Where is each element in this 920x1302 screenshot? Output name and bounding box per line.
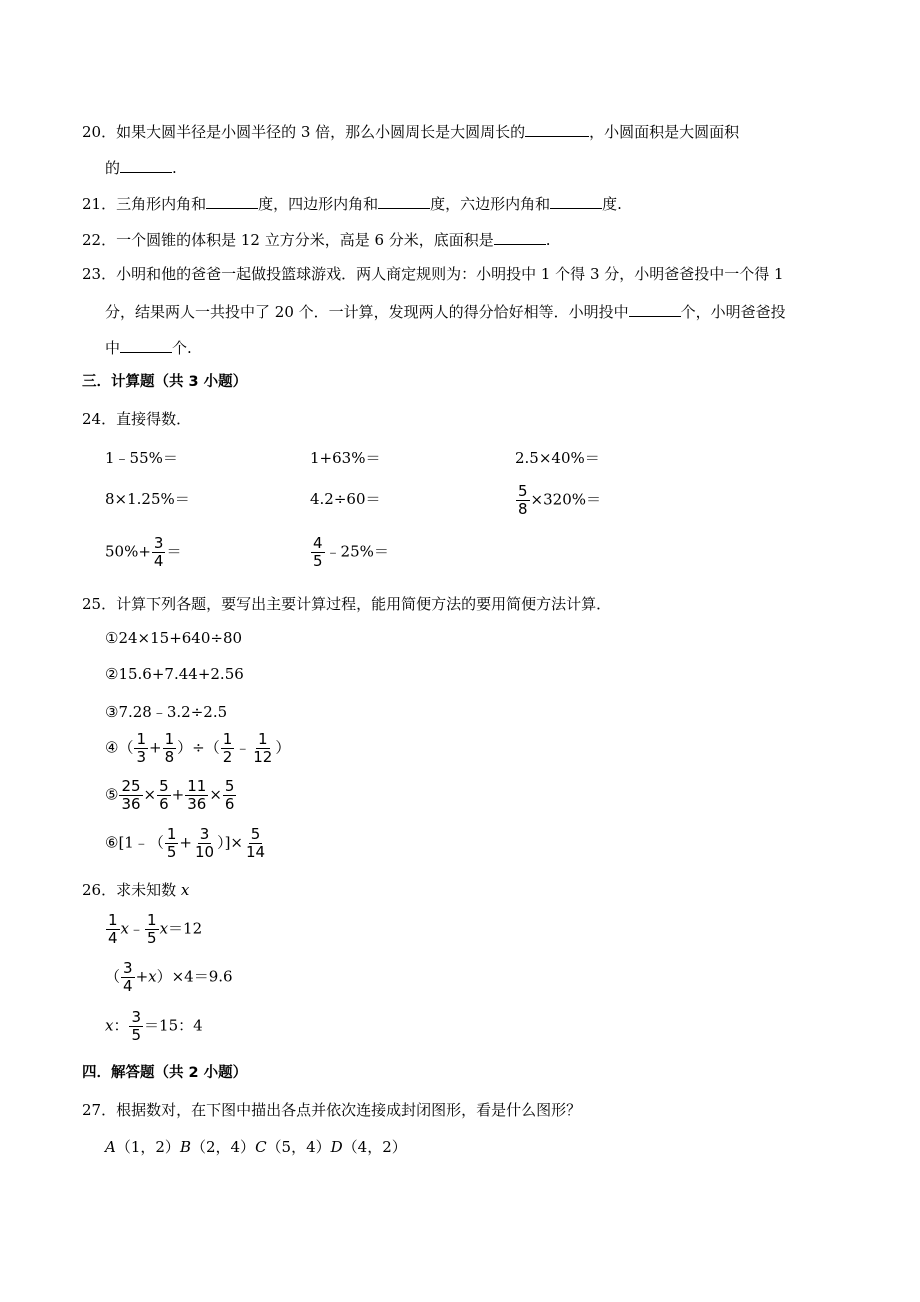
fraction: $\frac{11}{36}$ bbox=[187, 777, 207, 813]
q24-title: 24．直接得数． bbox=[82, 410, 192, 428]
q27-points: A（1，2）B（2，4）C（5，4）D（4，2） bbox=[105, 1138, 407, 1156]
q20-line2 bbox=[105, 156, 177, 178]
q24-expr-7: 50%+ $\frac{3}{4}$ ＝ bbox=[105, 534, 182, 570]
q24-expr-8: $\frac{4}{5}$ ﹣25%＝ bbox=[313, 534, 389, 570]
q24-expr-1: 1﹣55%＝ bbox=[105, 449, 178, 467]
section-3-heading: 三．计算题（共 3 小题） bbox=[82, 374, 248, 390]
fraction: $\frac{25}{36}$ bbox=[121, 777, 141, 813]
fraction: $\frac{3}{10}$ bbox=[194, 825, 215, 861]
q21-blank-1[interactable] bbox=[206, 192, 258, 209]
q23-line3 bbox=[105, 336, 192, 358]
q25-problem-4: ④（ $\frac{1}{3}$ + $\frac{1}{8}$ ）÷（ $\frac{1}{2}$ ﹣ $\frac{1}{12}$ ） bbox=[105, 730, 291, 766]
fraction: $\frac{1}{8}$ bbox=[164, 730, 175, 766]
fraction: $\frac{5}{8}$ bbox=[518, 482, 528, 518]
fraction: $\frac{5}{6}$ bbox=[159, 777, 169, 813]
q23-text-2a: 分，结果两人一共投中了 20 个．一计算，发现两人的得分恰好相等．小明投中 bbox=[105, 303, 629, 321]
q26-equation-1: $\frac{1}{4}$ x﹣ $\frac{1}{5}$ x＝12 bbox=[108, 911, 203, 947]
fraction: $\frac{1}{3}$ bbox=[136, 730, 146, 766]
q23-text-1: 23．小明和他的爸爸一起做投篮球游戏．两人商定规则为：小明投中 1 个得 3 分，小明爸爸投中一个得 1 bbox=[82, 265, 784, 283]
q26-equation-3: x： $\frac{3}{5}$ ＝15：4 bbox=[105, 1008, 203, 1044]
q21-text-d: 度. bbox=[602, 195, 622, 213]
q22-blank[interactable] bbox=[494, 228, 546, 245]
q20-line1 bbox=[82, 120, 739, 142]
q21-text-c: 度，六边形内角和 bbox=[430, 195, 551, 213]
q24-expr-5: 4.2÷60＝ bbox=[310, 490, 381, 508]
q22-text-a: 22．一个圆锥的体积是 12 立方分米，高是 6 分米，底面积是 bbox=[82, 231, 494, 249]
section-4-heading: 四．解答题（共 2 小题） bbox=[82, 1065, 248, 1081]
q25-problem-2: ②15.6+7.44+2.56 bbox=[105, 665, 244, 683]
q26-title: 26．求未知数 x bbox=[82, 881, 190, 899]
q26-equation-2: （ $\frac{3}{4}$ +x）×4＝9.6 bbox=[105, 959, 233, 995]
q21-text-a: 21．三角形内角和 bbox=[82, 195, 207, 213]
fraction: $\frac{1}{4}$ bbox=[108, 911, 118, 947]
fraction: $\frac{1}{5}$ bbox=[147, 911, 157, 947]
q21-blank-3[interactable] bbox=[550, 192, 602, 209]
q25-problem-1: ①24×15+640÷80 bbox=[105, 629, 243, 647]
q22-text-b: . bbox=[545, 231, 551, 249]
q20-text-d: . bbox=[172, 159, 177, 177]
q23-line2 bbox=[105, 300, 786, 322]
fraction: $\frac{1}{2}$ bbox=[222, 730, 233, 766]
q23-line1 bbox=[82, 264, 784, 284]
q23-text-3a: 中 bbox=[105, 339, 121, 357]
q24-expr-6: $\frac{5}{8}$ ×320%＝ bbox=[518, 482, 601, 518]
q25-title: 25．计算下列各题，要写出主要计算过程，能用简便方法的要用简便方法计算． bbox=[82, 595, 612, 613]
fraction: $\frac{5}{14}$ bbox=[245, 825, 266, 861]
fraction: $\frac{5}{6}$ bbox=[224, 777, 235, 813]
q23-text-2b: 个，小明爸爸投 bbox=[680, 303, 786, 321]
q27-title: 27．根据数对，在下图中描出各点并依次连接成封闭图形，看是什么图形？ bbox=[82, 1101, 582, 1119]
fraction: $\frac{1}{5}$ bbox=[166, 825, 177, 861]
q20-text-b: ，小圆面积是大圆面积 bbox=[589, 123, 740, 141]
fraction: $\frac{3}{5}$ bbox=[131, 1008, 142, 1044]
q23-blank-1[interactable] bbox=[629, 300, 681, 317]
q20-text: 20．如果大圆半径是小圆半径的 3 倍，那么小圆周长是大圆周长的 bbox=[82, 123, 526, 141]
q25-problem-3: ③7.28﹣3.2÷2.5 bbox=[105, 703, 228, 721]
q25-problem-5: ⑤ $\frac{25}{36}$ × $\frac{5}{6}$ + $\frac{11}{36}$ × $\frac{5}{6}$ bbox=[105, 777, 235, 813]
fraction: $\frac{3}{4}$ bbox=[123, 959, 133, 995]
q24-expr-2: 1+63%＝ bbox=[310, 449, 381, 467]
q21-line bbox=[82, 192, 622, 214]
q20-blank-1[interactable] bbox=[525, 120, 589, 137]
q23-text-3b: 个. bbox=[172, 339, 192, 357]
q23-blank-2[interactable] bbox=[120, 336, 172, 353]
fraction: $\frac{1}{12}$ bbox=[253, 730, 273, 766]
q24-expr-3: 2.5×40%＝ bbox=[515, 449, 600, 467]
q20-blank-2[interactable] bbox=[120, 156, 172, 173]
q22-line bbox=[82, 228, 551, 250]
q20-text-c: 的 bbox=[105, 159, 121, 177]
fraction: $\frac{3}{4}$ bbox=[153, 534, 164, 570]
q21-text-b: 度，四边形内角和 bbox=[258, 195, 379, 213]
q21-blank-2[interactable] bbox=[378, 192, 430, 209]
q25-problem-6: ⑥[1﹣（ $\frac{1}{5}$ + $\frac{3}{10}$ ）]× $\frac{5}{14}$ bbox=[105, 825, 266, 861]
fraction: $\frac{4}{5}$ bbox=[313, 534, 323, 570]
q24-expr-4: 8×1.25%＝ bbox=[105, 490, 190, 508]
